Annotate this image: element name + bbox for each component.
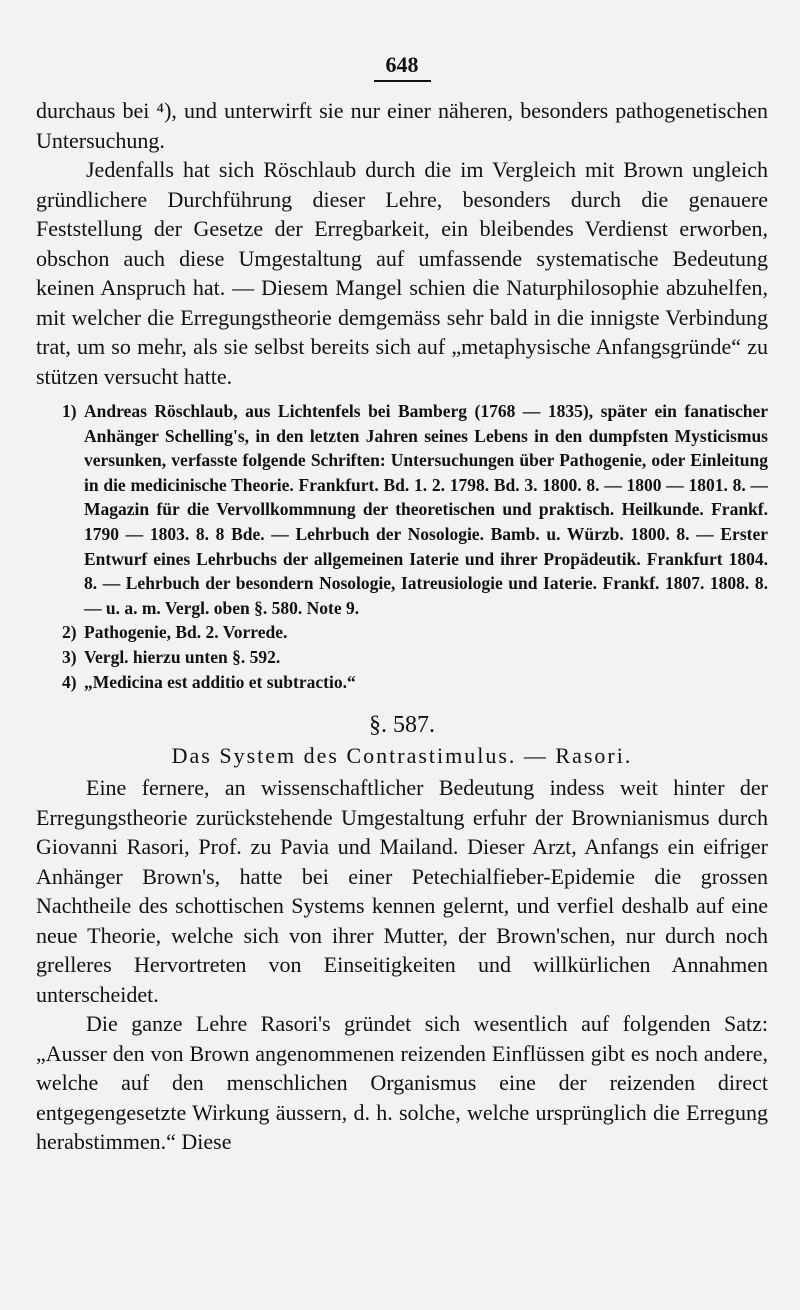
footnote-number: 3) (62, 646, 77, 667)
page-number: 648 (374, 52, 431, 82)
footnote-text: Vergl. hierzu unten §. 592. (84, 646, 281, 667)
paragraph-doctrine: Die ganze Lehre Rasori's gründet sich wesentlich auf folgenden Satz: „Ausser den von Brown angenommenen reizenden Einflüssen gibt es noch andere, welche auf den menschlichen Organismus eine der reizenden direct entgegengesetzte Wirkung äussern, d. h. solche, welche ursprünglich die Erregung herabstimmen.“ Diese (36, 1011, 768, 1155)
footnote-text: Pathogenie, Bd. 2. Vorrede. (84, 622, 288, 643)
footnote-number: 1) (62, 401, 77, 421)
footnote-number: 4) (62, 671, 77, 692)
section-title: Das System des Contrastimulus. — Rasori. (171, 743, 633, 769)
footnote-number: 2) (62, 622, 77, 643)
main-text (36, 96, 768, 391)
section-number: §. 587. (369, 712, 435, 739)
footnote-text: „Medicina est additio et subtractio.“ (84, 671, 356, 692)
page-header (36, 52, 768, 96)
footnote (62, 620, 768, 645)
paragraph-continuation: durchaus bei ⁴), und unterwirft sie nur einer näheren, besonders pathogenetischen Untersuchung. (36, 98, 768, 153)
footnotes (36, 399, 768, 694)
section-text (36, 773, 768, 1157)
paragraph-roeschlaub: Jedenfalls hat sich Röschlaub durch die im Vergleich mit Brown ungleich gründlichere Durchführung dieser Lehre, besonders durch die genauere Feststellung der Gesetze der Erregbarkeit, ein bleibendes Verdienst erworben, obschon auch diese Umgestaltung auf umfassende systematische Bedeutung keinen Anspruch hat. — Diesem Mangel schien die Naturphilosophie abzuhelfen, mit welcher die Erregungstheorie demgemäss sehr bald in die innigste Verbindung trat, um so mehr, als sie selbst bereits sich auf „metaphysische Anfangsgründe“ zu stützen versucht hatte. (36, 157, 768, 389)
footnote (62, 670, 768, 695)
footnote (62, 645, 768, 670)
paragraph-rasori: Eine fernere, an wissenschaftlicher Bedeutung indess weit hinter der Erregungstheorie zurückstehende Umgestaltung erfuhr der Brownianismus durch Giovanni Rasori, Prof. zu Pavia und Mailand. Dieser Arzt, Anfangs ein eifriger Anhänger Brown's, hatte bei einer Petechialfieber-Epidemie die grossen Nachtheile des schottischen Systems kennen gelernt, und verfiel deshalb auf eine neue Theorie, welche sich von ihrer Mutter, der Brown'schen, nur durch noch grelleres Hervortreten von Einseitigkeiten und willkürlichen Annahmen unterscheidet. (36, 775, 768, 1007)
footnote (62, 399, 768, 620)
footnote-text: Andreas Röschlaub, aus Lichtenfels bei Bamberg (1768 — 1835), später ein fanatischer Anhänger Schelling's, in den letzten Jahren seines Lebens in den dumpfsten Mysticismus versunken, verfasste folgende Schriften: Untersuchungen über Pathogenie, oder Einleitung in die medicinische Theorie. Frankfurt. Bd. 1. 2. 1798. Bd. 3. 1800. 8. — 1800 — 1801. 8. — Magazin für die Vervollkommnung der theoretischen und praktisch. Heilkunde. Frankf. 1790 — 1803. 8. 8 Bde. — Lehrbuch der Nosologie. Bamb. u. Würzb. 1800. 8. — Erster Entwurf eines Lehrbuchs der allgemeinen Iaterie und ihrer Propädeutik. Frankfurt 1804. 8. — Lehrbuch der besondern Nosologie, Iatreusiologie und Iaterie. Frankf. 1807. 1808. 8. — u. a. m. Vergl. oben §. 580. Note 9. (84, 401, 768, 618)
